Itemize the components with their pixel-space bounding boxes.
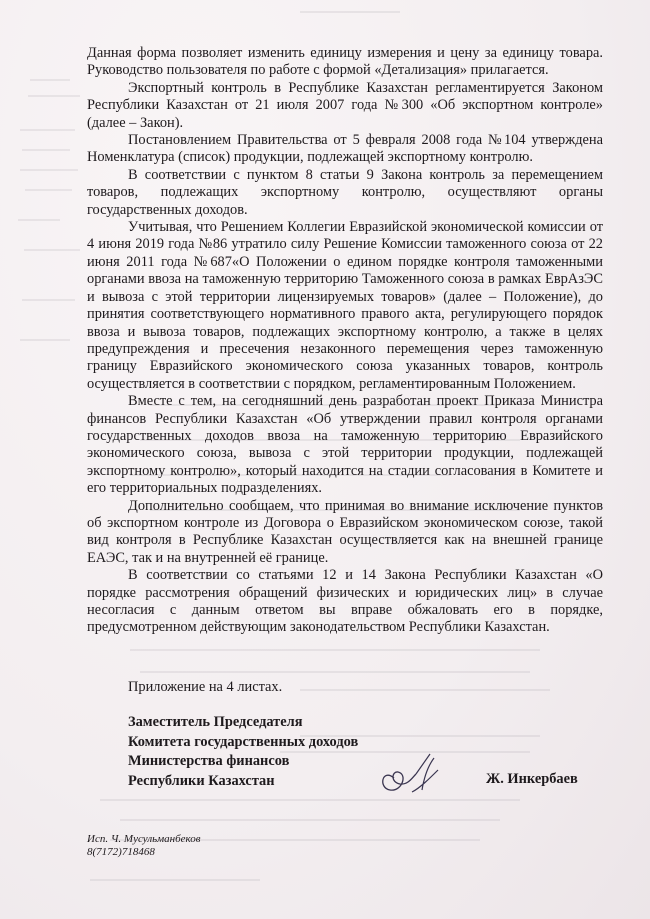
- handwritten-signature: [372, 748, 452, 808]
- paragraph: Учитывая, что Решением Коллегии Евразийской экономической комиссии от 4 июня 2019 года №86 утратило силу Решение Комиссии таможенного союза от 22 июня 2011 года №687«О Положении о едином порядке контроля таможенными органами ввоза на таможенную территорию Таможенного союза в рамках ЕврАзЭС и вывоза с этой территории лицензируемых товаров» (далее – Положение), до принятия соответствующего нормативного правого акта, регулирующего порядок ввоза и вывоза товаров, подлежащих экспортному контролю, а также в целях предупреждения и пресечения незаконного перемещения через таможенную границу Евразийского экономического союза указанных товаров, контроль осуществляется в соответствии с порядком, регламентированным Положением.: [87, 219, 603, 392]
- appendix-note: Приложение на 4 листах.: [128, 679, 283, 695]
- executor-info: [87, 833, 201, 859]
- signature-block: [128, 713, 358, 791]
- signer-title-line: Министерства финансов: [128, 753, 290, 769]
- executor-phone: 8(7172)718468: [87, 846, 155, 858]
- executor-name: Исп. Ч. Мусульманбеков: [87, 833, 201, 845]
- paragraph: В соответствии с пунктом 8 статьи 9 Закона контроль за перемещением товаров, подлежащих экспортному контролю, осуществляют органы государственных доходов.: [87, 166, 603, 218]
- paragraph: Вместе с тем, на сегодняшний день разработан проект Приказа Министра финансов Республики Казахстан «Об утверждении правил контроля органами государственных доходов ввоза на таможенную территорию Евразийского экономического союза, вывоза с этой территории продукции, подлежащей экспортному контролю», который находится на стадии согласования в Комитете и его территориальных подразделениях.: [87, 393, 603, 497]
- signer-title-line: Заместитель Председателя: [128, 714, 303, 730]
- paragraph: Дополнительно сообщаем, что принимая во внимание исключение пунктов об экспортном контроле из Договора о Евразийском экономическом союзе, такой вид контроля в Республике Казахстан осуществляется как на внешней границе ЕАЭС, так и на внутренней её границе.: [87, 497, 603, 566]
- signer-title-line: Республики Казахстан: [128, 772, 275, 789]
- paragraph: В соответствии со статьями 12 и 14 Закона Республики Казахстан «О порядке рассмотрения обращений физических и юридических лиц» в случае несогласия с данным ответом вы вправе обжаловать его в порядке, предусмотренном действующим законодательством Республики Казахстан.: [87, 567, 603, 636]
- letter-body: [87, 45, 603, 637]
- signer-name: Ж. Инкербаев: [486, 771, 578, 787]
- paragraph: Постановлением Правительства от 5 февраля 2008 года №104 утверждена Номенклатура (список) продукции, подлежащей экспортному контролю.: [87, 132, 603, 166]
- signer-title-line: Комитета государственных доходов: [128, 733, 359, 750]
- paragraph: Данная форма позволяет изменить единицу измерения и цену за единицу товара. Руководство пользователя по работе с формой «Детализация» прилагается.: [87, 45, 603, 79]
- paragraph: Экспортный контроль в Республике Казахстан регламентируется Законом Республики Казахстан от 21 июля 2007 года №300 «Об экспортном контроле» (далее – Закон).: [87, 79, 603, 131]
